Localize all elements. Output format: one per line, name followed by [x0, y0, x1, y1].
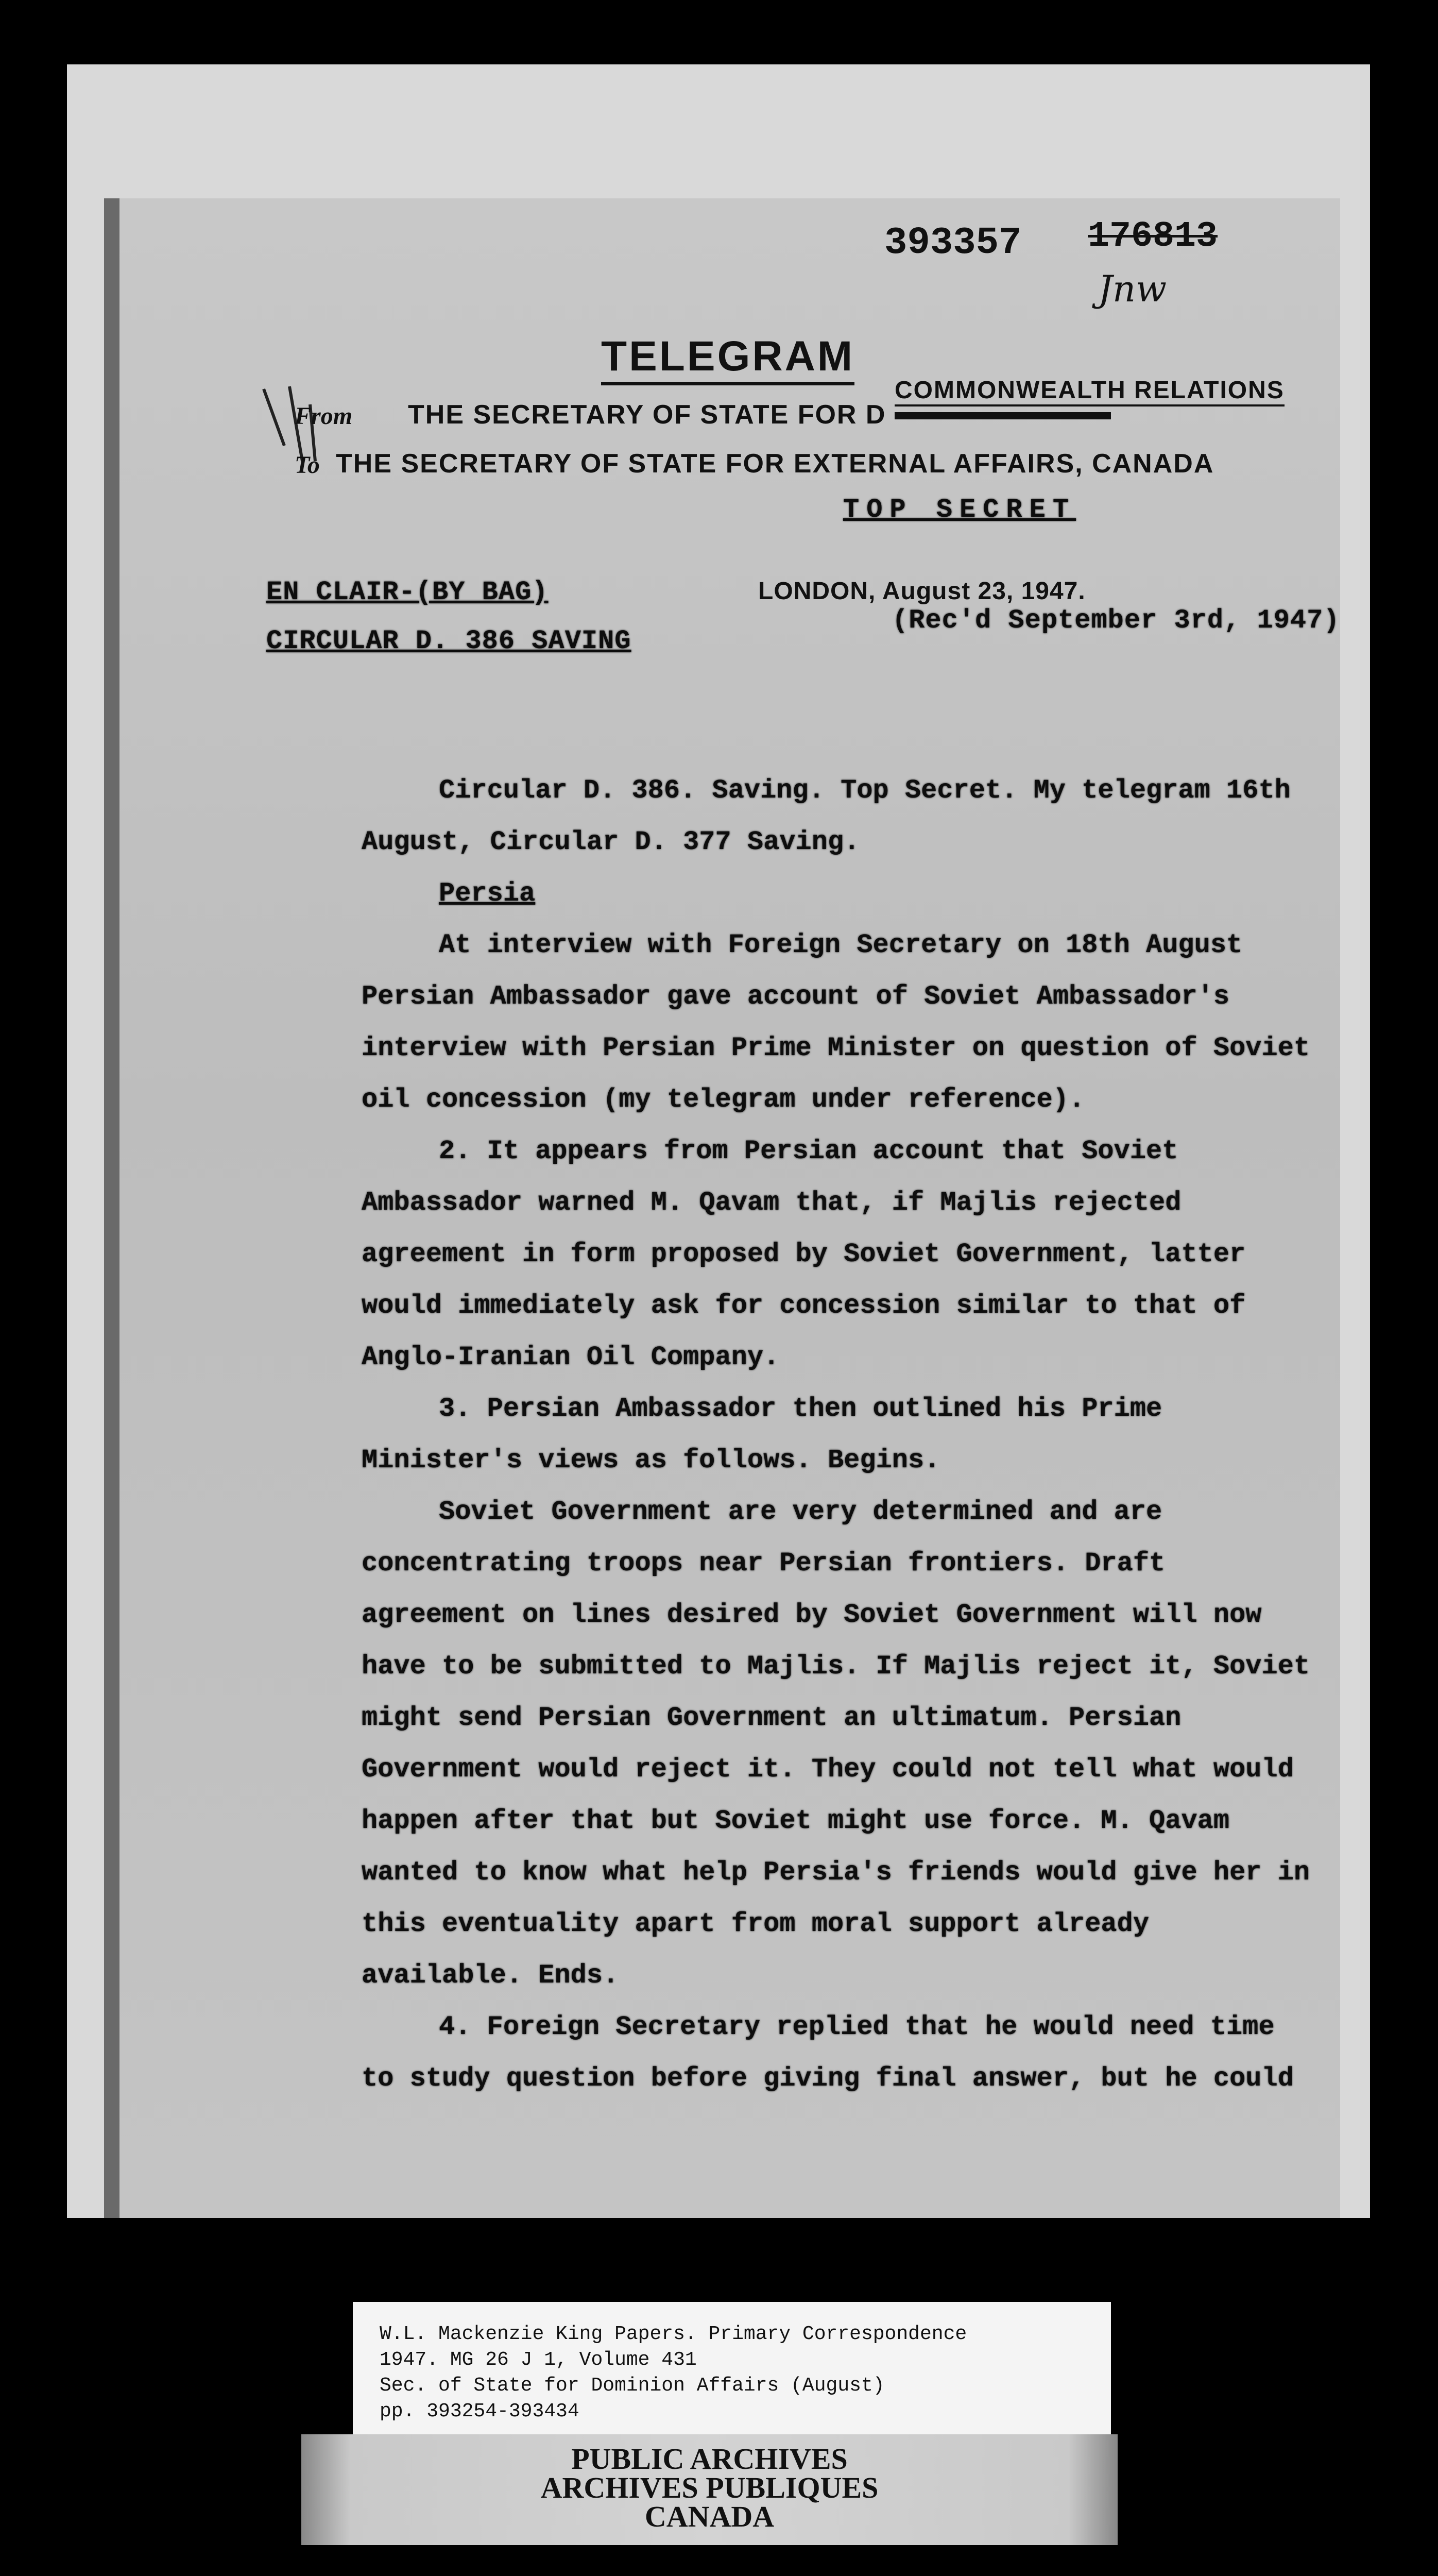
to-label: To — [295, 451, 320, 479]
from-text-overlay: COMMONWEALTH RELATIONS — [895, 376, 1285, 406]
telegram-body — [362, 765, 1326, 2105]
paragraph-quoted-views: Soviet Government are very determined and are concentrating troops near Persian frontiers. Draft agreement on lines desired by Soviet Government will now have to be submitted to Majlis. If Majlis reject it, Soviet might send Persian Government an ultimatum. Persian Government would reject it. They could not tell what would happen after that but Soviet might use force. M. Qavam wanted to know what help Persia's friends would give her in this eventuality apart from moral support already available. Ends. — [362, 1497, 1326, 1991]
paragraph-opening: Circular D. 386. Saving. Top Secret. My telegram 16th August, Circular D. 377 Saving. — [362, 775, 1307, 857]
subject-heading — [362, 868, 1314, 920]
telegram-page — [104, 198, 1340, 2218]
stamp-line-2: ARCHIVES PUBLIQUES — [540, 2471, 879, 2504]
to-text: THE SECRETARY OF STATE FOR EXTERNAL AFFAIRS, CANADA — [336, 449, 1214, 479]
file-number-text: 176813 — [1088, 216, 1218, 257]
paragraph-4: 4. Foreign Secretary replied that he would need time to study question before giving final answer, but he could — [362, 2012, 1294, 2094]
stamp-line-3: CANADA — [644, 2500, 775, 2533]
card-line-4: pp. 393254-393434 — [380, 2400, 579, 2422]
card-line-1: W.L. Mackenzie King Papers. Primary Correspondence — [380, 2323, 967, 2345]
file-number — [1088, 216, 1218, 257]
classification: TOP SECRET — [843, 495, 1076, 525]
from-strikeout — [895, 412, 1111, 419]
from-text: THE SECRETARY OF STATE FOR D — [408, 400, 886, 430]
card-line-2: 1947. MG 26 J 1, Volume 431 — [380, 2349, 697, 2371]
microfilm-frame — [67, 64, 1370, 2218]
paragraph-2: 2. It appears from Persian account that Soviet Ambassador warned M. Qavam that, if Majlis rejected agreement in form proposed by Soviet Government, latter would immediately ask for concession similar to that of Anglo-Iranian Oil Company. — [362, 1136, 1262, 1372]
reference-number: 393357 — [884, 222, 1022, 265]
handwritten-initials: Jnw — [1098, 268, 1167, 310]
routing-line-1: EN CLAIR-(BY BAG) — [266, 577, 549, 607]
paragraph-1: At interview with Foreign Secretary on 18th August Persian Ambassador gave account of Soviet Ambassador's interview with Persian Prime Minister on question of Soviet oil concession (my telegram under reference). — [362, 930, 1326, 1115]
paragraph-3: 3. Persian Ambassador then outlined his Prime Minister's views as follows. Begins. — [362, 1394, 1178, 1476]
place-date — [758, 577, 1086, 605]
telegram-title: TELEGRAM — [601, 332, 854, 385]
card-line-3: Sec. of State for Dominion Affairs (August) — [380, 2375, 885, 2397]
place-date-text: LONDON, August 23, 1947. — [758, 578, 1086, 605]
public-archives-stamp — [301, 2434, 1118, 2545]
from-label: From — [295, 402, 353, 430]
subject-heading-text: Persia — [439, 878, 536, 909]
routing-line-2: CIRCULAR D. 386 SAVING — [266, 626, 631, 656]
received-date: (Rec'd September 3rd, 1947) — [892, 605, 1340, 636]
stamp-line-1: PUBLIC ARCHIVES — [571, 2442, 848, 2476]
